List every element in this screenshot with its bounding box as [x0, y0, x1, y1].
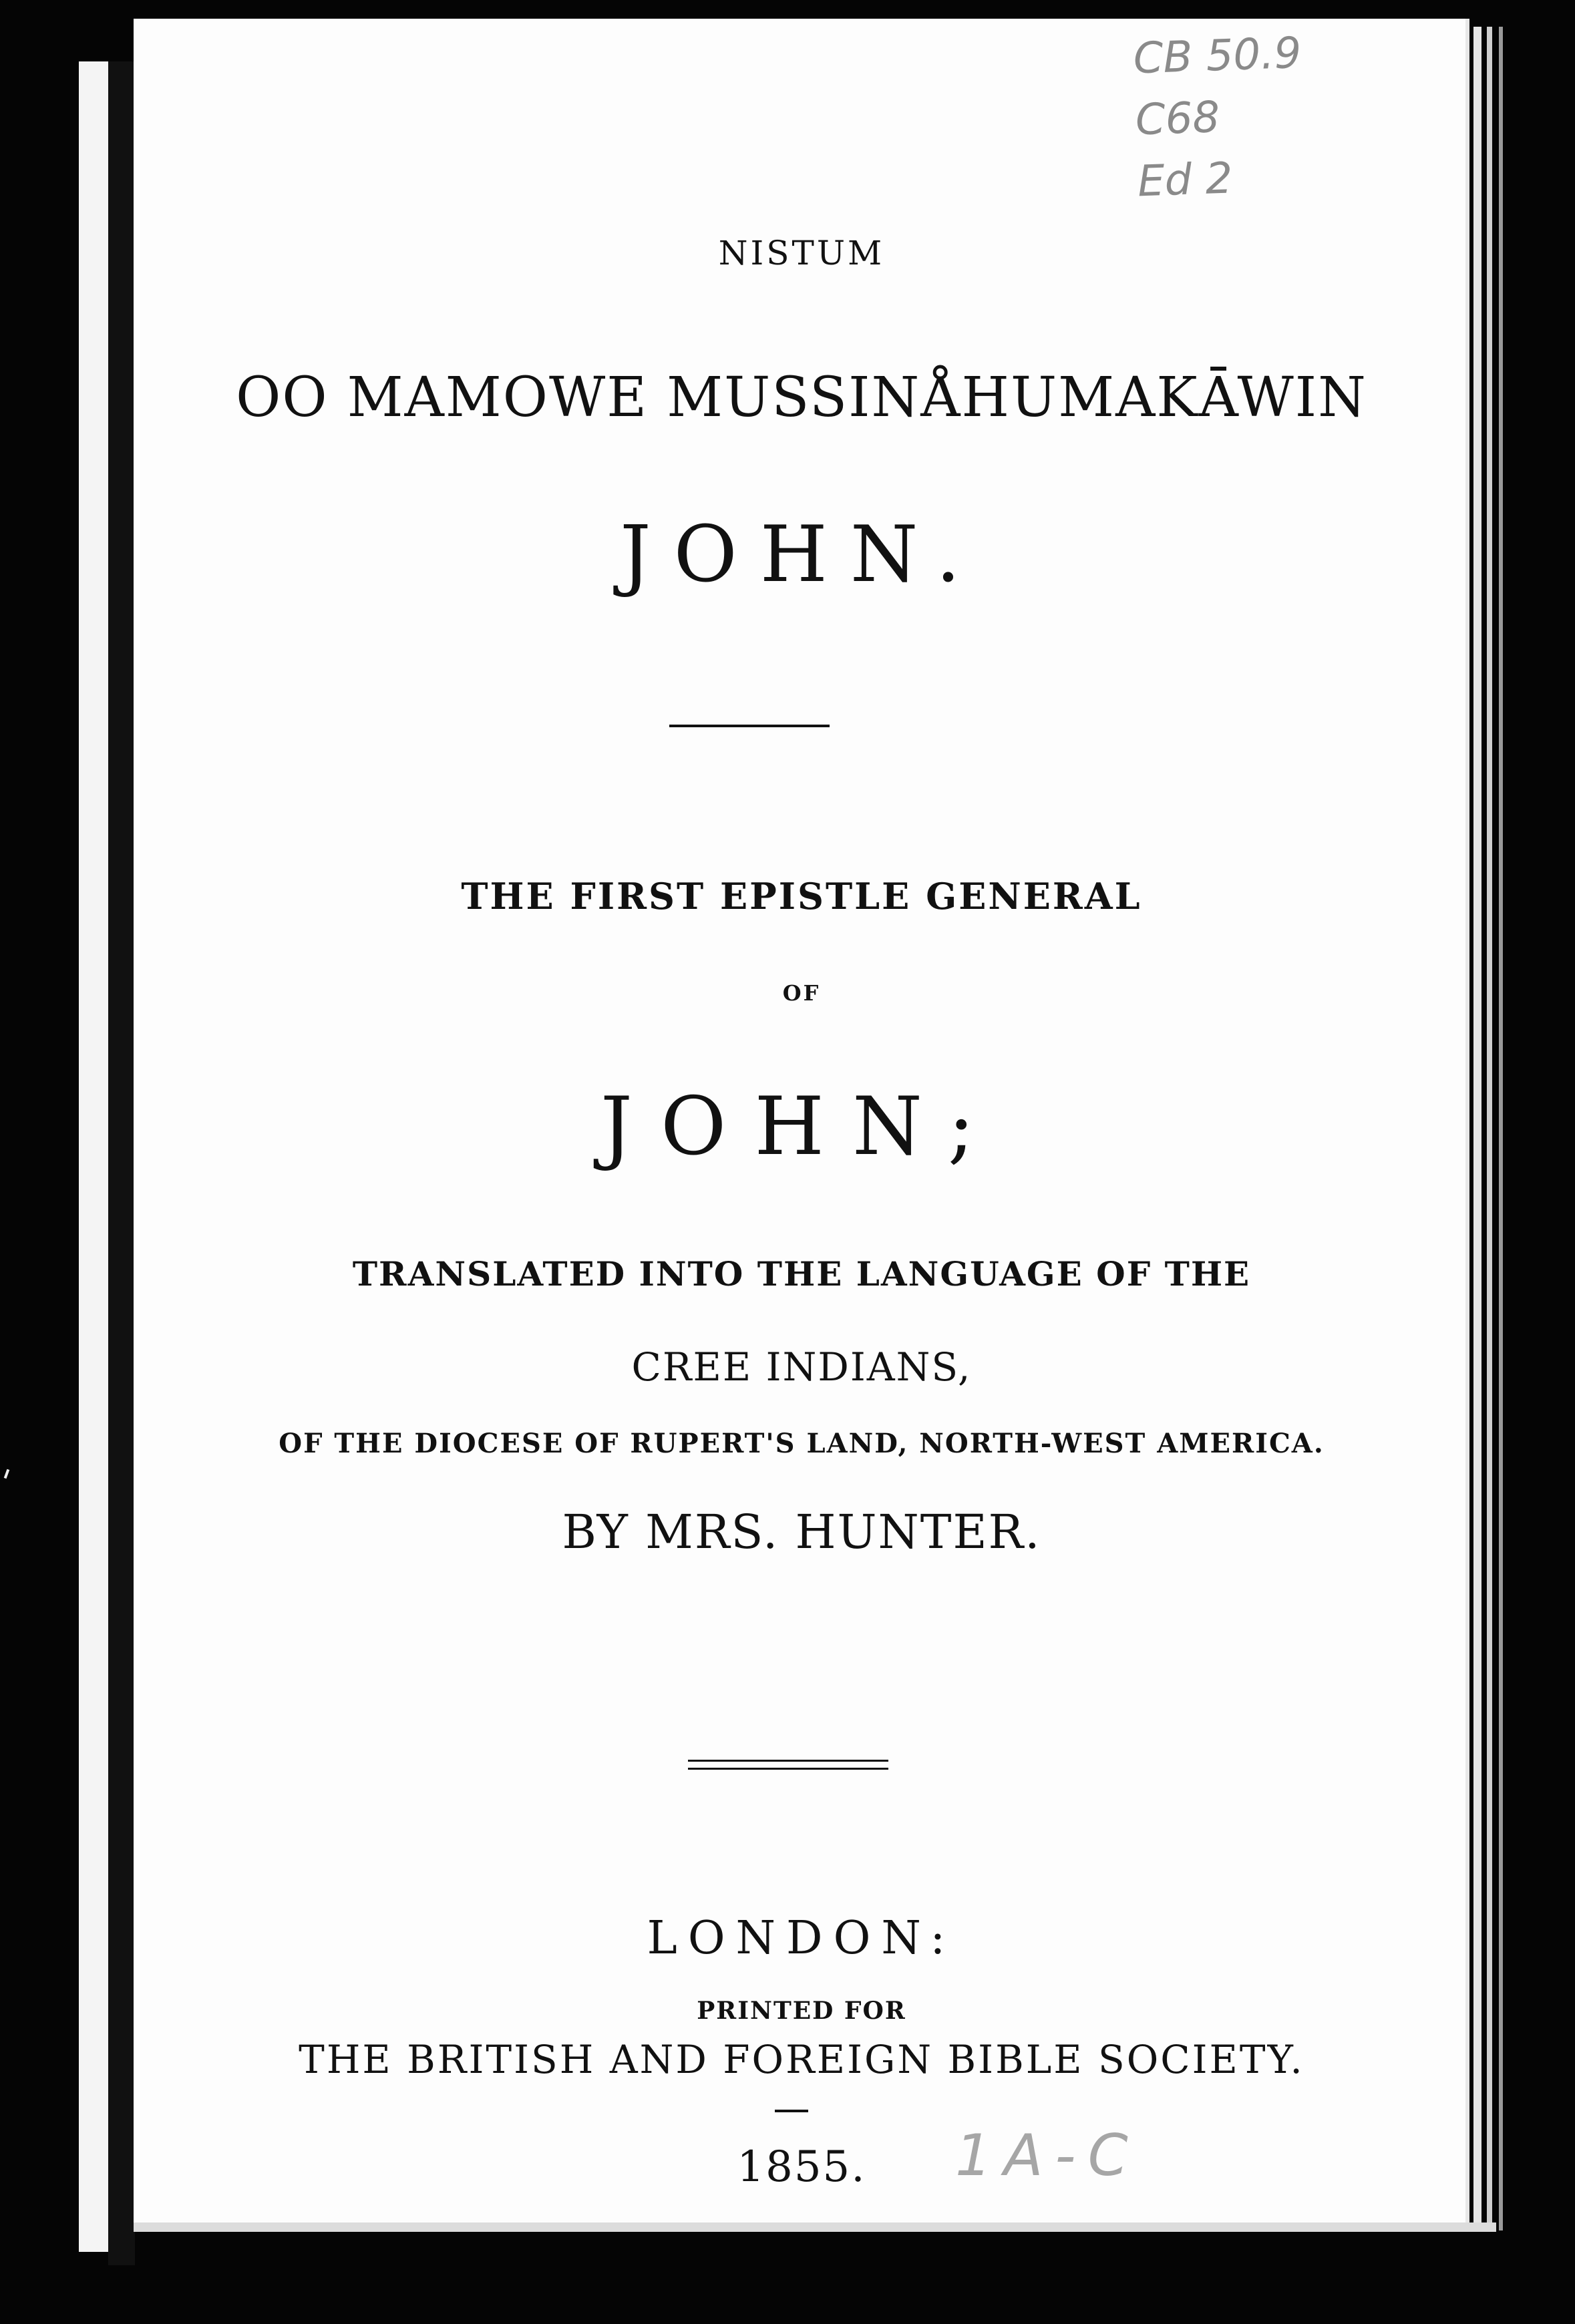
- binding-edge: [79, 61, 108, 2252]
- shelfmark-annotation: CB 50.9 C68 Ed 2: [1132, 28, 1302, 207]
- title-line-translated: TRANSLATED INTO THE LANGUAGE OF THE: [352, 1254, 1251, 1294]
- imprint-printed-for: PRINTED FOR: [697, 1997, 906, 2025]
- short-rule: [775, 2110, 808, 2112]
- title-line-john-english: JOHN;: [600, 1081, 1003, 1173]
- page-edge: [1499, 27, 1503, 2231]
- imprint-city: LONDON:: [647, 1912, 956, 1965]
- double-rule-top: [688, 1760, 888, 1762]
- title-line-john: JOHN.: [620, 510, 983, 600]
- double-rule-bottom: [688, 1768, 888, 1770]
- title-line-first-epistle: THE FIRST EPISTLE GENERAL: [461, 875, 1142, 918]
- title-line-cree-title: OO MAMOWE MUSSINÅHUMAKĀWIN: [236, 366, 1367, 429]
- page-bottom-edge: [134, 2222, 1496, 2232]
- title-line-of: OF: [782, 980, 821, 1006]
- title-line-author: BY MRS. HUNTER.: [562, 1505, 1041, 1559]
- title-line-nistum: NISTUM: [718, 234, 885, 272]
- page: [134, 19, 1469, 2222]
- divider-rule: [669, 725, 830, 727]
- pencil-annotation: 1A-C: [955, 2122, 1140, 2189]
- imprint-year: 1855.: [737, 2142, 866, 2192]
- page-edge: [1473, 27, 1481, 2231]
- title-line-diocese: OF THE DIOCESE OF RUPERT'S LAND, NORTH-WEST AMERICA.: [279, 1428, 1325, 1459]
- title-line-cree-indians: CREE INDIANS,: [631, 1344, 972, 1390]
- page-edge: [1487, 27, 1492, 2231]
- stray-mark: [4, 1469, 10, 1479]
- imprint-society: THE BRITISH AND FOREIGN BIBLE SOCIETY.: [299, 2037, 1304, 2082]
- binding-shadow: [108, 61, 135, 2265]
